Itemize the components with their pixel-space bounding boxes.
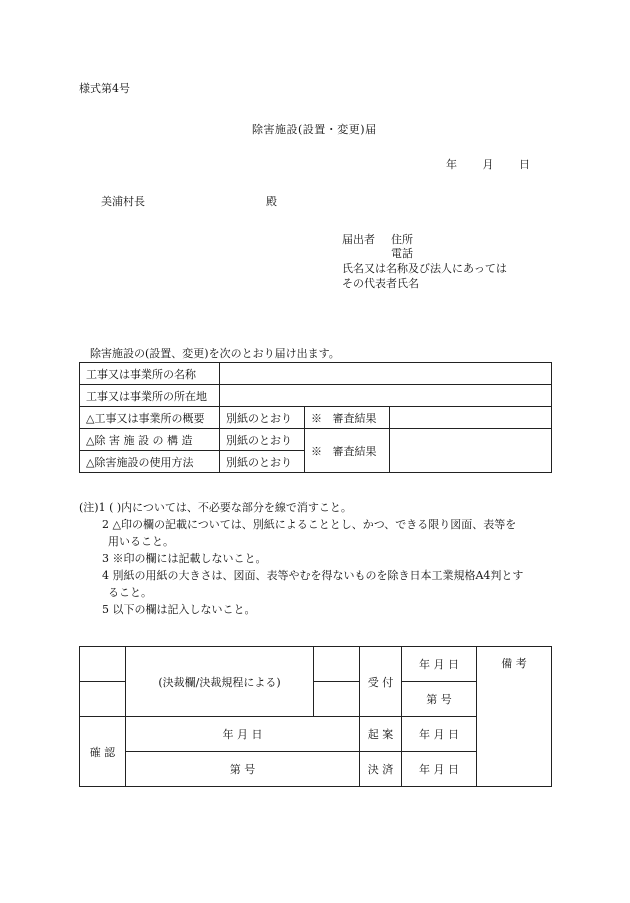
review-result-value-2 <box>390 429 552 473</box>
date-line <box>446 156 530 172</box>
review-mark: ※ <box>311 411 322 425</box>
note-2-cont: 用いること。 <box>108 535 174 548</box>
review-result-label-2: ※ 審査結果 <box>305 429 390 473</box>
note-2: 2 △印の欄の記載については、別紙によることとし、かつ、できる限り図面、表等を <box>102 518 517 531</box>
date-day: 日 <box>519 158 530 171</box>
table-row <box>80 363 552 385</box>
approved-label: 決 済 <box>360 752 402 787</box>
value-business-location <box>220 385 552 407</box>
form-number: 様式第4号 <box>79 82 130 95</box>
note-4: 4 別紙の用紙の大きさは、図面、表等やむを得ないものを除き日本工業規格A4判とす <box>102 569 524 582</box>
applicant-name-line1: 氏名又は名称及び法人にあっては <box>342 262 507 275</box>
notes <box>79 499 559 618</box>
review-mark: ※ <box>311 444 322 458</box>
office-use-table <box>79 646 552 787</box>
decision-column-label: (決裁欄/決裁規程による) <box>126 647 314 717</box>
review-result-value-1 <box>390 407 552 429</box>
note-5: 5 以下の欄は記入しないこと。 <box>102 603 256 616</box>
table-row <box>80 385 552 407</box>
value-business-overview: 別紙のとおり <box>220 407 305 429</box>
review-result-label-1: ※ 審査結果 <box>305 407 390 429</box>
note-3: 3 ※印の欄には記載しないこと。 <box>102 552 267 565</box>
table-row <box>80 407 552 429</box>
intro-text: 除害施設の(設置、変更)を次のとおり届け出ます。 <box>90 347 340 360</box>
label-business-name: 工事又は事業所の名称 <box>80 363 220 385</box>
drafted-date: 年 月 日 <box>402 717 477 752</box>
date-month: 月 <box>482 158 494 171</box>
label-business-overview: △工事又は事業所の概要 <box>80 407 220 429</box>
applicant-address: 住所 <box>391 233 413 246</box>
confirm-date: 年 月 日 <box>126 717 360 752</box>
table-row <box>80 647 552 682</box>
drafted-label: 起 案 <box>360 717 402 752</box>
confirm-label: 確 認 <box>80 717 126 787</box>
document-title: 除害施設(設置・変更)届 <box>252 123 377 136</box>
applicant-name-line2: その代表者氏名 <box>342 277 419 290</box>
applicant-phone: 電話 <box>391 247 413 260</box>
confirm-number: 第 号 <box>126 752 360 787</box>
addressee-honorific: 殿 <box>266 195 277 208</box>
note-4-cont: ること。 <box>108 586 152 599</box>
note-1: (注)1 ( )内については、不必要な部分を線で消すこと。 <box>79 501 352 514</box>
value-facility-usage: 別紙のとおり <box>220 451 305 473</box>
received-number: 第 号 <box>402 682 477 717</box>
value-facility-structure: 別紙のとおり <box>220 429 305 451</box>
date-year: 年 <box>446 158 457 171</box>
application-table <box>79 362 552 473</box>
received-date: 年 月 日 <box>402 647 477 682</box>
label-facility-structure: △除 害 施 設 の 構 造 <box>80 429 220 451</box>
value-business-name <box>220 363 552 385</box>
label-business-location: 工事又は事業所の所在地 <box>80 385 220 407</box>
addressee-name: 美浦村長 <box>101 195 145 208</box>
label-facility-usage: △除害施設の使用方法 <box>80 451 220 473</box>
remarks-label: 備 考 <box>477 647 552 787</box>
applicant-label: 届出者 <box>342 233 375 246</box>
approved-date: 年 月 日 <box>402 752 477 787</box>
received-label: 受 付 <box>360 647 402 717</box>
